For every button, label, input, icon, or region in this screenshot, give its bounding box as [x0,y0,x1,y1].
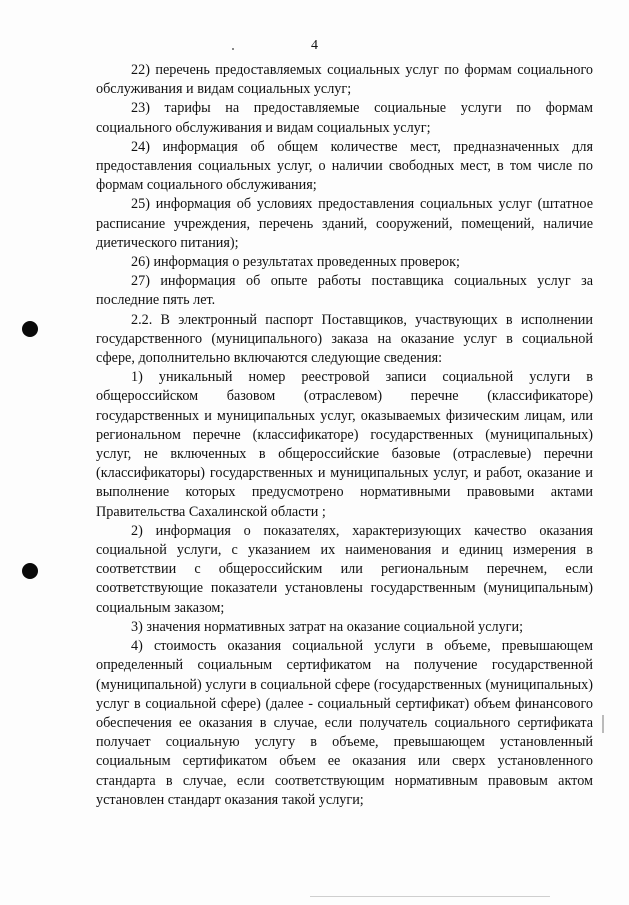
scan-artifact [602,715,604,733]
paragraph-section-2-2: 2.2. В электронный паспорт Поставщиков, участвующих в исполнении государственного (муниципального) заказа на оказание услуг в социальной сфере, дополнительно включаются следующие сведения: [96,311,593,367]
punch-hole-bottom [22,563,38,579]
paragraph-subitem-3: 3) значения нормативных затрат на оказание социальной услуги; [131,618,524,635]
paragraph-item-25: 25) информация об условиях предоставления социальных услуг (штатное расписание учреждения, перечень зданий, сооружений, помещений, наличие диетического питания); [96,196,593,251]
page-number: 4 [311,38,318,53]
scan-artifact [232,48,234,50]
paragraph-item-24: 24) информация об общем количестве мест, предназначенных для предоставления социальных услуг, о наличии свободных мест, в том числе по формам социального обслуживания; [96,138,593,194]
paragraph-item-27: 27) информация об опыте работы поставщика социальных услуг за последние пять лет. [96,273,593,309]
paragraph-subitem-1: 1) уникальный номер реестровой записи социальной услуги в общероссийском базовом (отраслевом) перечне (классификаторе) государственных и муниципальных услуг, оказываемых физическим лицам, или региональном перечне (классификаторе) государственных (муниципальных) услуг, не включенных в общероссийские базовые (отраслевые) перечни (классификаторы) государственных и муниципальных услуг, и работ, оказание и выполнение которых предусмотрено нормативными правовыми актами Правительства Сахалинской области ; [96,369,593,520]
punch-hole-top [22,321,38,337]
document-body [96,61,593,810]
paragraph-subitem-2: 2) информация о показателях, характеризующих качество оказания социальной услуги, с указанием их наименования и единиц измерения в соответствии с общероссийским или региональным перечнем, если соответствующие показатели установлены государственным (муниципальным) социальным заказом; [96,522,593,616]
paragraph-item-23: 23) тарифы на предоставляемые социальные услуги по формам социального обслуживания и видам социальных услуг; [96,100,593,136]
paragraph-item-22: 22) перечень предоставляемых социальных услуг по формам социального обслуживания и видам социальных услуг; [96,62,593,98]
paragraph-subitem-4: 4) стоимость оказания социальной услуги в объеме, превышающем определенный социальным сертификатом на получение государственной (муниципальной) услуги в социальной сфере (государственных (муниципальных) услуг в социальной сфере) (далее - социальный сертификат) объем финансового обеспечения ее оказания в случае, если получатель социального сертификата получает социальную услугу в объеме, превышающем установленный социальным сертификатом объем ее оказания или сверх установленного стандарта в случае, если соответствующим нормативным правовым актом установлен стандарт оказания такой услуги; [96,638,593,808]
paragraph-item-26: 26) информация о результатах проведенных проверок; [131,254,460,271]
scan-artifact [310,896,550,897]
